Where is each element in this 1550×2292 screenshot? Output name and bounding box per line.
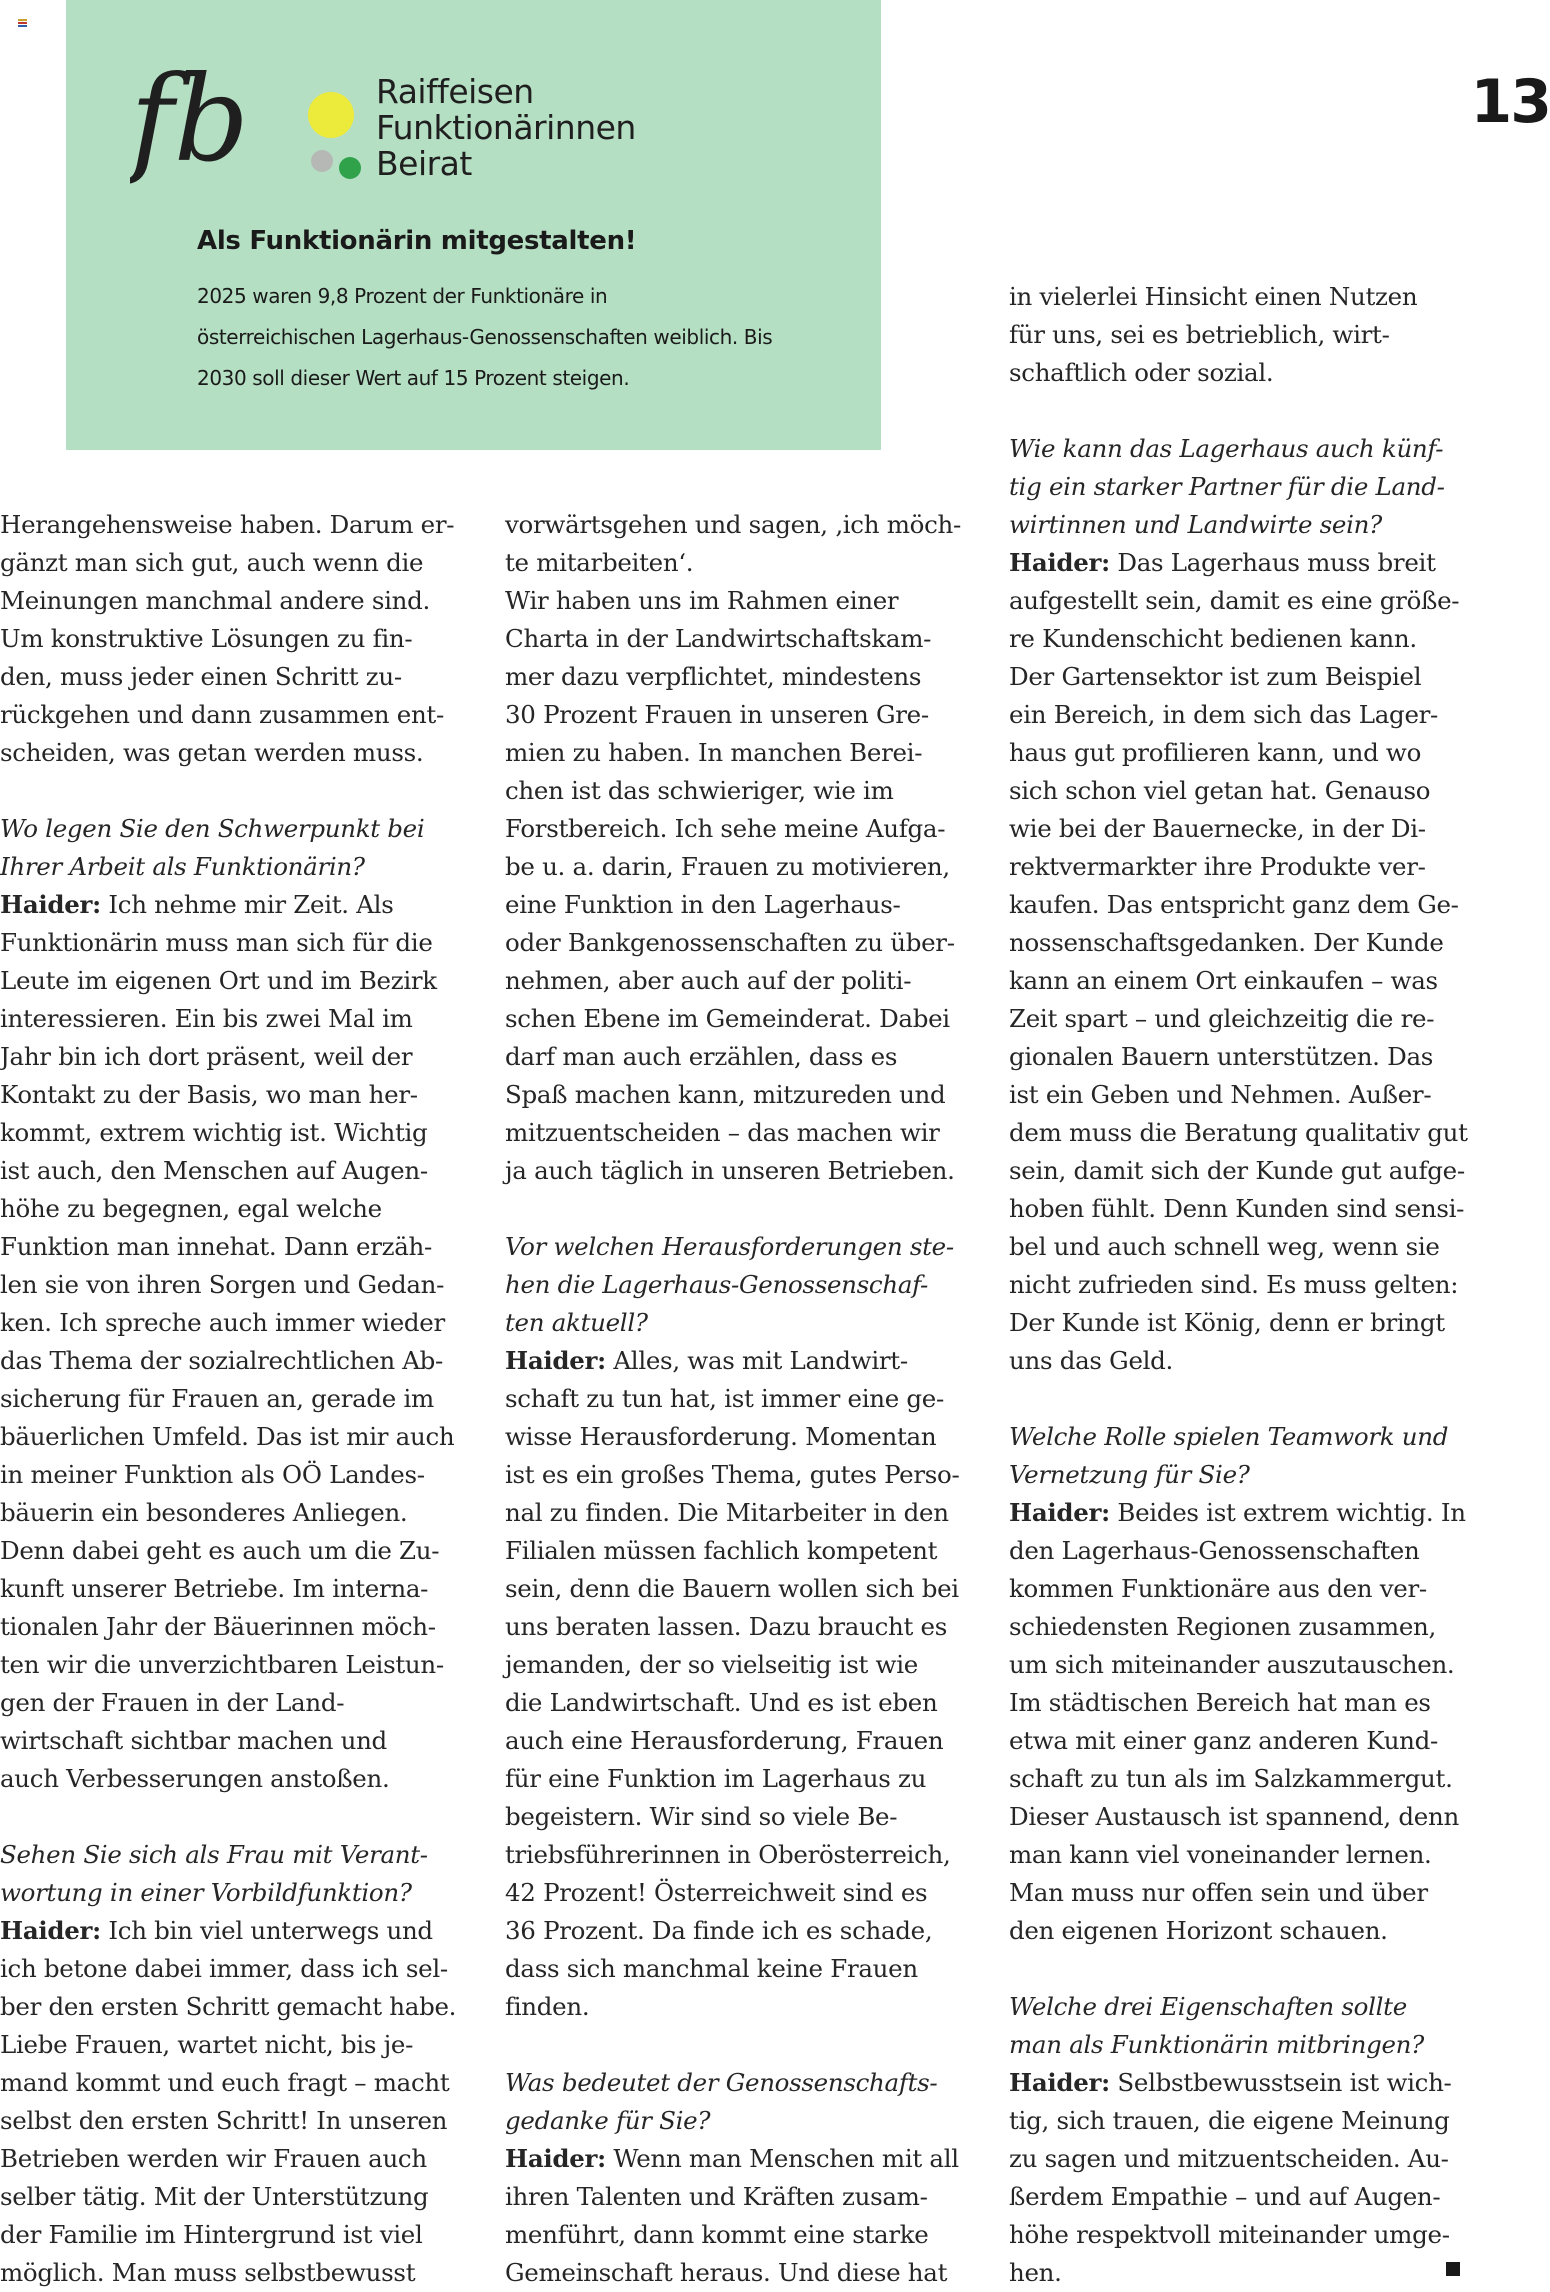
paragraph-gap xyxy=(505,2026,961,2064)
text-line: kann an einem Ort einkaufen – was xyxy=(1009,962,1468,1000)
speaker-label: Haider: xyxy=(0,1916,101,1945)
text-line: Funktionärin muss man sich für die xyxy=(0,924,456,962)
text-line: dem muss die Beratung qualitativ gut xyxy=(1009,1114,1468,1152)
question-line: Ihrer Arbeit als Funktionärin? xyxy=(0,848,456,886)
text-line: wie bei der Bauernecke, in der Di- xyxy=(1009,810,1468,848)
text-line: schaftlich oder sozial. xyxy=(1009,354,1468,392)
answer-text: Das Lagerhaus muss breit xyxy=(1110,548,1436,577)
text-line: uns das Geld. xyxy=(1009,1342,1468,1380)
text-line: um sich miteinander auszutauschen. xyxy=(1009,1646,1468,1684)
text-line xyxy=(1009,2064,1468,2102)
text-line: sein, damit sich der Kunde gut aufge- xyxy=(1009,1152,1468,1190)
text-line: ist auch, den Menschen auf Augen- xyxy=(0,1152,456,1190)
text-line: den, muss jeder einen Schritt zu- xyxy=(0,658,456,696)
text-line: Charta in der Landwirtschaftskam- xyxy=(505,620,961,658)
text-line: bäuerlichen Umfeld. Das ist mir auch xyxy=(0,1418,456,1456)
text-line: mand kommt und euch fragt – macht xyxy=(0,2064,456,2102)
text-line: Der Gartensektor ist zum Beispiel xyxy=(1009,658,1468,696)
text-line: wirtschaft sichtbar machen und xyxy=(0,1722,456,1760)
question-line: ten aktuell? xyxy=(505,1304,961,1342)
text-line: Meinungen manchmal andere sind. xyxy=(0,582,456,620)
speaker-label: Haider: xyxy=(505,1346,606,1375)
text-line: 30 Prozent Frauen in unseren Gre- xyxy=(505,696,961,734)
text-line: auch eine Herausforderung, Frauen xyxy=(505,1722,961,1760)
text-line: für uns, sei es betrieblich, wirt- xyxy=(1009,316,1468,354)
logo-line-3: Beirat xyxy=(376,146,636,182)
text-line: 42 Prozent! Österreichweit sind es xyxy=(505,1874,961,1912)
text-line: ber den ersten Schritt gemacht habe. xyxy=(0,1988,456,2026)
text-line xyxy=(0,886,456,924)
answer-text: Ich nehme mir Zeit. Als xyxy=(101,890,394,919)
text-line: Um konstruktive Lösungen zu fin- xyxy=(0,620,456,658)
text-line: ist es ein großes Thema, gutes Perso- xyxy=(505,1456,961,1494)
question-line: gedanke für Sie? xyxy=(505,2102,961,2140)
text-line: selber tätig. Mit der Unterstützung xyxy=(0,2178,456,2216)
text-line: 36 Prozent. Da finde ich es schade, xyxy=(505,1912,961,1950)
text-line: hoben fühlt. Denn Kunden sind sensi- xyxy=(1009,1190,1468,1228)
info-box xyxy=(66,0,881,450)
text-line: Betrieben werden wir Frauen auch xyxy=(0,2140,456,2178)
text-line: be u. a. darin, Frauen zu motivieren, xyxy=(505,848,961,886)
question-line: Wo legen Sie den Schwerpunkt bei xyxy=(0,810,456,848)
text-line: den eigenen Horizont schauen. xyxy=(1009,1912,1468,1950)
text-line: chen ist das schwieriger, wie im xyxy=(505,772,961,810)
text-line: haus gut profilieren kann, und wo xyxy=(1009,734,1468,772)
text-line: für eine Funktion im Lagerhaus zu xyxy=(505,1760,961,1798)
text-line: Gemeinschaft heraus. Und diese hat xyxy=(505,2254,961,2292)
question-line: Vor welchen Herausforderungen ste- xyxy=(505,1228,961,1266)
text-line: gänzt man sich gut, auch wenn die xyxy=(0,544,456,582)
text-line: Leute im eigenen Ort und im Bezirk xyxy=(0,962,456,1000)
text-line: ein Bereich, in dem sich das Lager- xyxy=(1009,696,1468,734)
info-box-body xyxy=(197,276,772,399)
end-square-icon xyxy=(1446,2262,1460,2276)
text-line: Kontakt zu der Basis, wo man her- xyxy=(0,1076,456,1114)
paragraph-gap xyxy=(1009,1380,1468,1418)
logo-fb-mark xyxy=(130,60,270,200)
text-line: kommen Funktionäre aus den ver- xyxy=(1009,1570,1468,1608)
text-line: gen der Frauen in der Land- xyxy=(0,1684,456,1722)
text-line: sich schon viel getan hat. Genauso xyxy=(1009,772,1468,810)
text-line: kommt, extrem wichtig ist. Wichtig xyxy=(0,1114,456,1152)
text-line xyxy=(505,2140,961,2178)
text-line: tionalen Jahr der Bäuerinnen möch- xyxy=(0,1608,456,1646)
text-line: ich betone dabei immer, dass ich sel- xyxy=(0,1950,456,1988)
text-line: nehmen, aber auch auf der politi- xyxy=(505,962,961,1000)
text-line xyxy=(505,1342,961,1380)
text-line: rektvermarkter ihre Produkte ver- xyxy=(1009,848,1468,886)
text-line: mer dazu verpflichtet, mindestens xyxy=(505,658,961,696)
text-line: ßerdem Empathie – und auf Augen- xyxy=(1009,2178,1468,2216)
text-line: zu sagen und mitzuentscheiden. Au- xyxy=(1009,2140,1468,2178)
text-line: etwa mit einer ganz anderen Kund- xyxy=(1009,1722,1468,1760)
text-line: begeistern. Wir sind so viele Be- xyxy=(505,1798,961,1836)
text-line: möglich. Man muss selbstbewusst xyxy=(0,2254,456,2292)
text-line: ist ein Geben und Nehmen. Außer- xyxy=(1009,1076,1468,1114)
text-line: Denn dabei geht es auch um die Zu- xyxy=(0,1532,456,1570)
text-line: wisse Herausforderung. Momentan xyxy=(505,1418,961,1456)
flag-icon xyxy=(18,19,27,27)
text-line: ken. Ich spreche auch immer wieder xyxy=(0,1304,456,1342)
info-box-line: 2030 soll dieser Wert auf 15 Prozent steigen. xyxy=(197,358,772,399)
question-line: hen die Lagerhaus-Genossenschaf- xyxy=(505,1266,961,1304)
text-line: die Landwirtschaft. Und es ist eben xyxy=(505,1684,961,1722)
text-line: rückgehen und dann zusammen ent- xyxy=(0,696,456,734)
text-line: menführt, dann kommt eine starke xyxy=(505,2216,961,2254)
text-line: te mitarbeiten‘. xyxy=(505,544,961,582)
text-line: schaft zu tun hat, ist immer eine ge- xyxy=(505,1380,961,1418)
text-line: schiedensten Regionen zusammen, xyxy=(1009,1608,1468,1646)
answer-text: Wenn man Menschen mit all xyxy=(606,2144,959,2173)
text-line: Wir haben uns im Rahmen einer xyxy=(505,582,961,620)
text-line: sicherung für Frauen an, gerade im xyxy=(0,1380,456,1418)
speaker-label: Haider: xyxy=(1009,548,1110,577)
text-line: man kann viel voneinander lernen. xyxy=(1009,1836,1468,1874)
text-line: Der Kunde ist König, denn er bringt xyxy=(1009,1304,1468,1342)
text-line: sein, denn die Bauern wollen sich bei xyxy=(505,1570,961,1608)
speaker-label: Haider: xyxy=(0,890,101,919)
text-line: höhe respektvoll miteinander umge- xyxy=(1009,2216,1468,2254)
text-line: Dieser Austausch ist spannend, denn xyxy=(1009,1798,1468,1836)
answer-text: Selbstbewusstsein ist wich- xyxy=(1110,2068,1452,2097)
text-line: interessieren. Ein bis zwei Mal im xyxy=(0,1000,456,1038)
text-line: mien zu haben. In manchen Berei- xyxy=(505,734,961,772)
answer-text: Alles, was mit Landwirt- xyxy=(606,1346,908,1375)
logo-wordmark xyxy=(376,74,636,182)
text-column-2 xyxy=(505,506,961,2292)
info-box-line: 2025 waren 9,8 Prozent der Funktionäre in xyxy=(197,276,772,317)
question-line: Vernetzung für Sie? xyxy=(1009,1456,1468,1494)
text-line: kaufen. Das entspricht ganz dem Ge- xyxy=(1009,886,1468,924)
answer-text: Beides ist extrem wichtig. In xyxy=(1110,1498,1466,1527)
text-line: schaft zu tun als im Salzkammergut. xyxy=(1009,1760,1468,1798)
logo-dot-yellow xyxy=(308,92,354,138)
text-line: aufgestellt sein, damit es eine größe- xyxy=(1009,582,1468,620)
text-line: mitzuentscheiden – das machen wir xyxy=(505,1114,961,1152)
answer-text: Ich bin viel unterwegs und xyxy=(101,1916,433,1945)
question-line: Welche drei Eigenschaften sollte xyxy=(1009,1988,1468,2026)
text-line: Zeit spart – und gleichzeitig die re- xyxy=(1009,1000,1468,1038)
text-column-3 xyxy=(1009,278,1468,2292)
info-box-line: österreichischen Lagerhaus-Genossenschaften weiblich. Bis xyxy=(197,317,772,358)
text-line: bäuerin ein besonderes Anliegen. xyxy=(0,1494,456,1532)
logo-dot-grey xyxy=(311,150,333,172)
text-line: ihren Talenten und Kräften zusam- xyxy=(505,2178,961,2216)
text-line: uns beraten lassen. Dazu braucht es xyxy=(505,1608,961,1646)
text-line: der Familie im Hintergrund ist viel xyxy=(0,2216,456,2254)
text-line: Filialen müssen fachlich kompetent xyxy=(505,1532,961,1570)
text-line: Man muss nur offen sein und über xyxy=(1009,1874,1468,1912)
paragraph-gap xyxy=(1009,1950,1468,1988)
text-line: triebsführerinnen in Oberösterreich, xyxy=(505,1836,961,1874)
svg-text:fb: fb xyxy=(130,60,249,188)
text-line: Liebe Frauen, wartet nicht, bis je- xyxy=(0,2026,456,2064)
info-box-heading: Als Funktionärin mitgestalten! xyxy=(197,226,636,256)
text-line: finden. xyxy=(505,1988,961,2026)
text-line: selbst den ersten Schritt! In unseren xyxy=(0,2102,456,2140)
text-line: tig, sich trauen, die eigene Meinung xyxy=(1009,2102,1468,2140)
text-line: Forstbereich. Ich sehe meine Aufga- xyxy=(505,810,961,848)
text-line: in meiner Funktion als OÖ Landes- xyxy=(0,1456,456,1494)
text-line: ten wir die unverzichtbaren Leistun- xyxy=(0,1646,456,1684)
question-line: Was bedeutet der Genossenschafts- xyxy=(505,2064,961,2102)
paragraph-gap xyxy=(0,772,456,810)
question-line: Wie kann das Lagerhaus auch künf- xyxy=(1009,430,1468,468)
question-line: Welche Rolle spielen Teamwork und xyxy=(1009,1418,1468,1456)
text-line: darf man auch erzählen, dass es xyxy=(505,1038,961,1076)
question-line: tig ein starker Partner für die Land- xyxy=(1009,468,1468,506)
text-line: auch Verbesserungen anstoßen. xyxy=(0,1760,456,1798)
logo-line-1: Raiffeisen xyxy=(376,74,636,110)
text-line: jemanden, der so vielseitig ist wie xyxy=(505,1646,961,1684)
text-column-1 xyxy=(0,506,456,2292)
text-line: Im städtischen Bereich hat man es xyxy=(1009,1684,1468,1722)
text-line: oder Bankgenossenschaften zu über- xyxy=(505,924,961,962)
text-line: in vielerlei Hinsicht einen Nutzen xyxy=(1009,278,1468,316)
text-line: re Kundenschicht bedienen kann. xyxy=(1009,620,1468,658)
question-line: wirtinnen und Landwirte sein? xyxy=(1009,506,1468,544)
page-number: 13 xyxy=(1471,68,1550,136)
text-line: den Lagerhaus-Genossenschaften xyxy=(1009,1532,1468,1570)
text-line xyxy=(1009,544,1468,582)
text-line: nal zu finden. Die Mitarbeiter in den xyxy=(505,1494,961,1532)
text-line: scheiden, was getan werden muss. xyxy=(0,734,456,772)
paragraph-gap xyxy=(1009,392,1468,430)
text-line: vorwärtsgehen und sagen, ‚ich möch- xyxy=(505,506,961,544)
text-line: nicht zufrieden sind. Es muss gelten: xyxy=(1009,1266,1468,1304)
text-line: eine Funktion in den Lagerhaus- xyxy=(505,886,961,924)
text-line: gionalen Bauern unterstützen. Das xyxy=(1009,1038,1468,1076)
text-line: ja auch täglich in unseren Betrieben. xyxy=(505,1152,961,1190)
question-line: man als Funktionärin mitbringen? xyxy=(1009,2026,1468,2064)
logo-dot-green xyxy=(339,157,361,179)
text-line: kunft unserer Betriebe. Im interna- xyxy=(0,1570,456,1608)
speaker-label: Haider: xyxy=(1009,2068,1110,2097)
text-line: hen. xyxy=(1009,2254,1468,2292)
text-line xyxy=(0,1912,456,1950)
text-line: len sie von ihren Sorgen und Gedan- xyxy=(0,1266,456,1304)
text-line: schen Ebene im Gemeinderat. Dabei xyxy=(505,1000,961,1038)
speaker-label: Haider: xyxy=(1009,1498,1110,1527)
speaker-label: Haider: xyxy=(505,2144,606,2173)
logo-line-2: Funktionärinnen xyxy=(376,110,636,146)
paragraph-gap xyxy=(0,1798,456,1836)
text-line: Jahr bin ich dort präsent, weil der xyxy=(0,1038,456,1076)
text-line xyxy=(1009,1494,1468,1532)
text-line: dass sich manchmal keine Frauen xyxy=(505,1950,961,1988)
text-line: bel und auch schnell weg, wenn sie xyxy=(1009,1228,1468,1266)
text-line: Funktion man innehat. Dann erzäh- xyxy=(0,1228,456,1266)
text-line: höhe zu begegnen, egal welche xyxy=(0,1190,456,1228)
question-line: Sehen Sie sich als Frau mit Verant- xyxy=(0,1836,456,1874)
text-line: das Thema der sozialrechtlichen Ab- xyxy=(0,1342,456,1380)
paragraph-gap xyxy=(505,1190,961,1228)
text-line: Spaß machen kann, mitzureden und xyxy=(505,1076,961,1114)
text-line: nossenschaftsgedanken. Der Kunde xyxy=(1009,924,1468,962)
question-line: wortung in einer Vorbildfunktion? xyxy=(0,1874,456,1912)
text-line: Herangehensweise haben. Darum er- xyxy=(0,506,456,544)
